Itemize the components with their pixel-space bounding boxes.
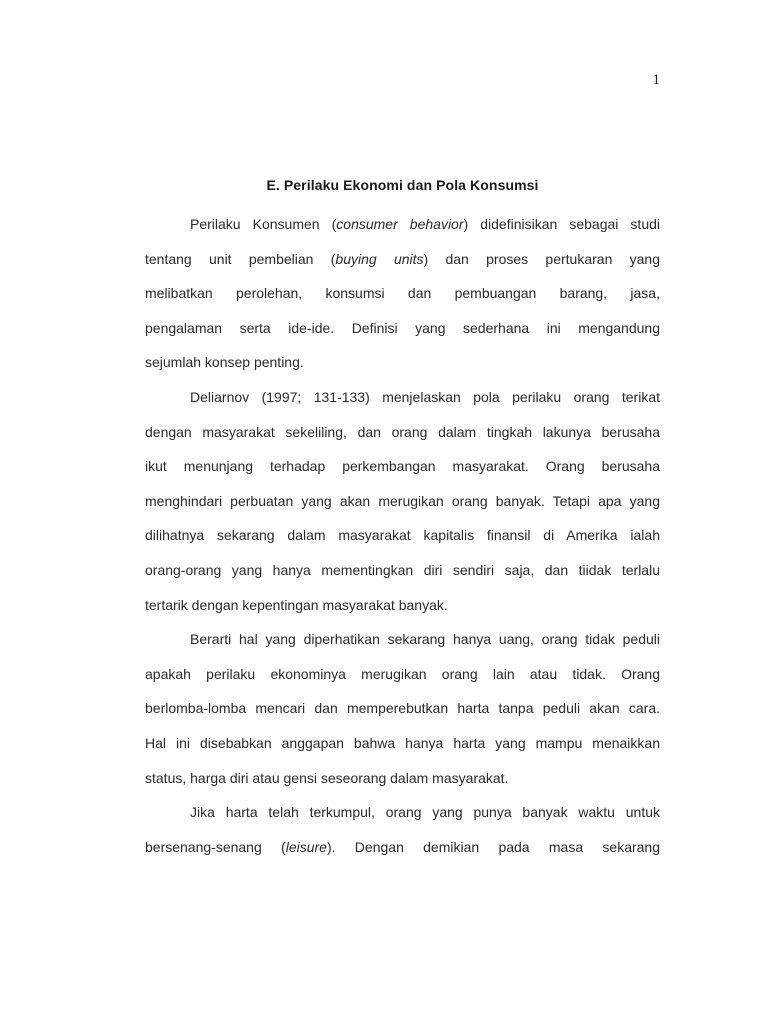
text-line [145, 588, 660, 623]
text-line [145, 242, 660, 277]
text-line [145, 518, 660, 553]
text-run: Perilaku Konsumen ( [190, 216, 337, 232]
text-line [145, 415, 660, 450]
paragraph [145, 622, 660, 795]
text-line [145, 622, 660, 657]
text-line [145, 449, 660, 484]
text-run: ) dan proses pertukaran yang [423, 250, 661, 267]
text-run: melibatkan perolehan, konsumsi dan pembuangan barang, jasa, [145, 285, 660, 302]
text-run: status, harga diri atau gensi seseorang dalam masyarakat. [145, 769, 509, 786]
text-run: pengalaman serta ide-ide. Definisi yang sederhana ini mengandung [145, 319, 660, 336]
paragraph [145, 380, 660, 622]
text-run: ). Dengan demikian pada masa sekarang [326, 838, 661, 855]
italic-term: consumer behavior [336, 216, 464, 232]
paragraph [145, 795, 660, 864]
text-line [145, 691, 660, 726]
italic-term: leisure [285, 838, 327, 855]
text-run: menghindari perbuatan yang akan merugikan orang banyak. Tetapi apa yang [145, 492, 660, 509]
section-heading: E. Perilaku Ekonomi dan Pola Konsumsi [266, 177, 539, 193]
text-run: tertarik dengan kepentingan masyarakat banyak. [145, 596, 448, 613]
text-line [145, 726, 660, 761]
text-line [145, 657, 660, 692]
text-run: berlomba-lomba mencari dan memperebutkan harta tanpa peduli akan cara. [145, 700, 660, 717]
text-line [145, 380, 660, 415]
italic-term: buying units [335, 250, 424, 267]
text-run: Jika harta telah terkumpul, orang yang punya banyak waktu untuk [190, 804, 660, 821]
text-run: dilihatnya sekarang dalam masyarakat kapitalis finansil di Amerika ialah [145, 527, 660, 544]
text-run: bersenang-senang ( [145, 838, 286, 855]
text-line [145, 345, 660, 380]
text-run: ) didefinisikan sebagai studi [463, 216, 660, 232]
text-run: ikut menunjang terhadap perkembangan masyarakat. Orang berusaha [145, 458, 660, 475]
text-line [145, 207, 660, 242]
text-line [145, 484, 660, 519]
text-line [145, 830, 660, 865]
text-line [145, 276, 660, 311]
text-run: sejumlah konsep penting. [145, 354, 304, 371]
text-run: Deliarnov (1997; 131-133) menjelaskan pola perilaku orang terikat [190, 388, 660, 405]
text-line [145, 795, 660, 830]
paragraph [145, 207, 660, 380]
text-run: apakah perilaku ekonominya merugikan orang lain atau tidak. Orang [145, 665, 660, 682]
page-number: 1 [652, 72, 660, 88]
text-line [145, 761, 660, 796]
text-line [145, 311, 660, 346]
text-run: Hal ini disebabkan anggapan bahwa hanya harta yang mampu menaikkan [145, 734, 660, 751]
text-line [145, 553, 660, 588]
text-run: orang-orang yang hanya mementingkan diri sendiri saja, dan tiidak terlalu [145, 561, 660, 578]
text-run: Berarti hal yang diperhatikan sekarang hanya uang, orang tidak peduli [190, 631, 660, 648]
text-run: tentang unit pembelian ( [145, 250, 336, 267]
text-run: dengan masyarakat sekeliling, dan orang dalam tingkah lakunya berusaha [145, 423, 660, 440]
body-text [145, 207, 660, 864]
